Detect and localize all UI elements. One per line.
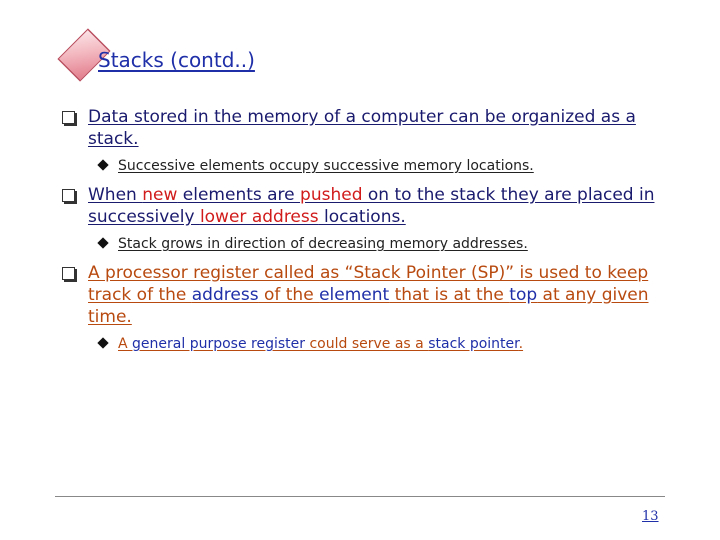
emphasis-new: new xyxy=(142,185,178,205)
bullet-2-part: locations. xyxy=(318,207,406,227)
bullet-3-sub-part: A xyxy=(118,336,133,352)
black-diamond-bullet-icon xyxy=(97,159,108,170)
emphasis-stack-pointer: stack pointer xyxy=(428,336,519,352)
emphasis-top: top xyxy=(509,285,538,305)
bullet-3-part: at any given time. xyxy=(88,285,649,327)
emphasis-element: element xyxy=(319,285,390,305)
emphasis-pushed: pushed xyxy=(300,185,363,205)
bullet-3-text xyxy=(88,263,649,327)
black-diamond-bullet-icon xyxy=(97,237,108,248)
emphasis-address: address xyxy=(191,285,259,305)
page-number: 13 xyxy=(642,509,659,524)
emphasis-lower-address: lower address xyxy=(199,207,319,227)
bullet-3 xyxy=(62,262,672,328)
bullet-3-part: that is at the xyxy=(389,285,510,305)
bullet-2-part: on to the stack they are placed in successively xyxy=(88,185,655,227)
bullet-2-part: When xyxy=(88,185,143,205)
bullet-2-text xyxy=(88,185,654,227)
slide-title: Stacks (contd..) xyxy=(98,48,255,72)
bullet-1 xyxy=(62,106,672,150)
slide-body xyxy=(62,106,672,362)
square-bullet-icon xyxy=(62,267,75,280)
bullet-3-sub-part: . xyxy=(518,336,524,352)
footer-divider xyxy=(55,496,665,497)
bullet-3-sub-text xyxy=(118,336,523,352)
bullet-1-sub-text: Successive elements occupy successive memory locations. xyxy=(118,158,534,174)
square-bullet-icon xyxy=(62,111,75,124)
bullet-2-sub xyxy=(62,234,672,254)
bullet-3-part: A processor register called as “Stack Pointer (SP)” is used to keep track of the xyxy=(88,263,649,305)
emphasis-general-purpose-register: general purpose register xyxy=(132,336,306,352)
bullet-2-sub-text: Stack grows in direction of decreasing memory addresses. xyxy=(118,236,528,252)
bullet-3-part: of the xyxy=(258,285,320,305)
bullet-3-sub-part: could serve as a xyxy=(305,336,429,352)
square-bullet-icon xyxy=(62,189,75,202)
black-diamond-bullet-icon xyxy=(97,337,108,348)
bullet-2 xyxy=(62,184,672,228)
bullet-1-text: Data stored in the memory of a computer can be organized as a stack. xyxy=(88,107,636,149)
bullet-3-sub xyxy=(62,334,672,354)
bullet-2-part: elements are xyxy=(177,185,301,205)
bullet-1-sub xyxy=(62,156,672,176)
